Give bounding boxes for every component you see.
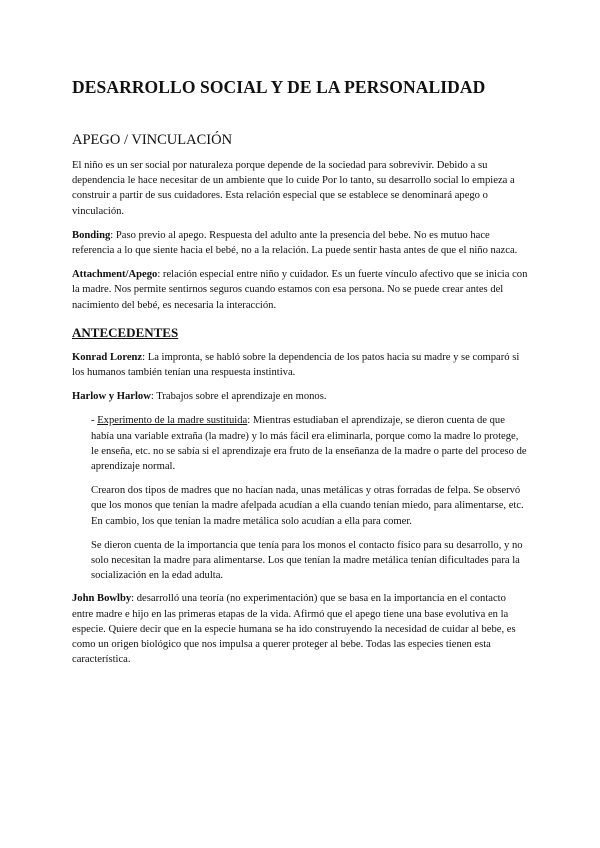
experiment-paragraph-2: Crearon dos tipos de madres que no hacían nada, unas metálicas y otras forradas de felpa. Se observó que los monos que tenían la madre afelpada acudían a ella cuando tenían miedo, para alimentarse, etc. En cambio, los que tenían la madre metálica solo acudían a ella para comer.	[91, 485, 524, 527]
harlow-paragraph	[72, 389, 528, 404]
document-title: DESARROLLO SOCIAL Y DE LA PERSONALIDAD	[72, 77, 486, 97]
experiment-text: : Mientras estudiaban el aprendizaje, se dieron cuenta de que había una variable extraña (la madre) y lo más fácil era eliminarla, porque como la madre lo protege, le enseña, etc. no se sabía si el aprendizaje era fruto de la enseñanza de la madre o parte del proceso de aprendizaje normal.	[91, 415, 527, 473]
experiment-prefix: -	[91, 415, 98, 427]
attachment-text: : relación especial entre niño y cuidador. Es un fuerte vínculo afectivo que se inicia con la madre. Nos permite sentirnos seguros cuando estamos con esa persona. No se puede crear antes del nacimiento del bebé, es necesaria la interacción.	[72, 269, 528, 311]
lorenz-term: Konrad Lorenz	[72, 351, 143, 363]
experiment-title: Experimento de la madre sustituida	[97, 415, 248, 427]
experiment-paragraph	[91, 413, 528, 474]
harlow-text: : Trabajos sobre el aprendizaje en monos.	[150, 391, 327, 403]
antecedentes-heading: ANTECEDENTES	[72, 324, 179, 340]
intro-paragraph: El niño es un ser social por naturaleza porque depende de la sociedad para sobrevivir. Debido a su dependencia le hace necesitar de un ambiente que lo cuide Por lo tanto, su desarrollo social lo empieza a construir a partir de sus cuidadores. Esta relación especial que se establece se denominará apego o vinculación.	[72, 160, 515, 217]
bonding-paragraph	[72, 228, 528, 258]
attachment-term: Attachment/Apego	[72, 269, 158, 281]
lorenz-paragraph	[72, 350, 528, 380]
bonding-term: Bonding	[72, 229, 111, 241]
lorenz-text: : La impronta, se habló sobre la dependencia de los patos hacia su madre y se comparó si los humanos también tenían una respuesta instintiva.	[72, 351, 520, 379]
bowlby-paragraph	[72, 591, 528, 667]
bonding-text: : Paso previo al apego. Respuesta del adulto ante la presencia del bebe. No es mutuo hace referencia a lo que siente hacia el bebé, no a la relación. La puede sentir hasta antes de que el niño nazca.	[72, 229, 518, 257]
bowlby-term: John Bowlby	[72, 593, 132, 605]
section-heading-apego: APEGO / VINCULACIÓN	[72, 132, 233, 148]
experiment-paragraph-3: Se dieron cuenta de la importancia que tenía para los monos el contacto físico para su desarrollo, y no solo necesitan la madre para alimentarse. Los que tenían la madre metálica tenían dificultades para la socialización en la edad adulta.	[91, 539, 523, 582]
harlow-term: Harlow y Harlow	[72, 391, 151, 403]
bowlby-text: : desarrolló una teoría (no experimentación) que se basa en la importancia en el contacto entre madre e hijo en las primeras etapas de la vida. Afirmó que el apego tiene una base evolutiva en la especie. Quiere decir que en la especie humana se ha ido construyendo la necesidad de cuidar al bebe, es como un origen biológico que nos impulsa a querer proteger al bebe. Todas las especies tienen esta característica.	[72, 593, 516, 666]
attachment-paragraph	[72, 267, 528, 313]
